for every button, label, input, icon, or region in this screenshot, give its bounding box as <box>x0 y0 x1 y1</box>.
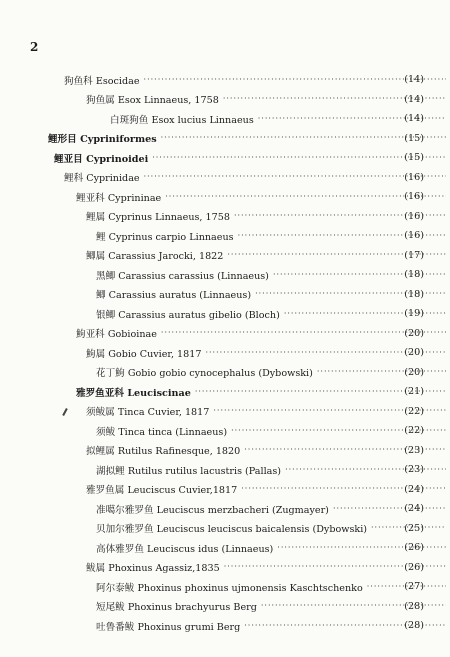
toc-title: 鮈亚科 Gobioinae <box>76 329 157 341</box>
toc-entry <box>0 382 450 402</box>
toc-entry <box>0 226 450 246</box>
toc-entry <box>0 402 450 422</box>
toc-entry <box>0 109 450 129</box>
toc-title: 吐鲁番鲅 Phoxinus grumi Berg <box>96 621 241 633</box>
toc-page-number: (28) <box>404 620 424 632</box>
toc-title: 白斑狗鱼 Esox lucius Linnaeus <box>110 114 254 126</box>
toc-page-number: (27) <box>404 581 424 593</box>
toc-title: 鲤亚目 Cyprinoidei <box>54 153 149 165</box>
toc-entry <box>0 343 450 363</box>
toc-entry <box>0 129 450 149</box>
toc-page-number: (20) <box>404 347 424 359</box>
toc-title: 贝加尔雅罗鱼 Leuciscus leuciscus baicalensis (Dybowski) <box>96 524 367 536</box>
toc-title: 短尾鲅 Phoxinus brachyurus Berg <box>96 602 257 614</box>
toc-title: 鲤形目 Cypriniformes <box>48 134 157 146</box>
toc-title: 黑鲫 Carassius carassius (Linnaeus) <box>96 270 269 282</box>
toc-title: 鲅属 Phoxinus Agassiz,1835 <box>86 563 220 575</box>
toc-page-number: (25) <box>404 522 424 534</box>
toc-entry <box>0 597 450 617</box>
toc-entry <box>0 207 450 227</box>
toc-entry <box>0 616 450 636</box>
toc-page-number: (24) <box>404 503 424 515</box>
toc-page-number: (22) <box>404 425 424 437</box>
toc-entry <box>0 246 450 266</box>
dot-leader <box>161 327 446 337</box>
toc-page-number: (14) <box>404 74 424 86</box>
toc-page-number: (20) <box>404 366 424 378</box>
toc-entry <box>0 148 450 168</box>
toc-page-number: (26) <box>404 561 424 573</box>
toc-title: 狗鱼科 Esocidae <box>64 75 140 87</box>
toc-page-number: (14) <box>404 113 424 125</box>
toc-entry <box>0 460 450 480</box>
toc-entry <box>0 324 450 344</box>
toc-title: 须鲅 Tinca tinca (Linnaeus) <box>96 426 228 438</box>
toc-entry <box>0 519 450 539</box>
toc-entry <box>0 70 450 90</box>
toc-page-number: (23) <box>404 464 424 476</box>
toc-page-number: (20) <box>404 327 424 339</box>
toc-entry <box>0 187 450 207</box>
toc-page-number: (16) <box>404 230 424 242</box>
toc-entry <box>0 90 450 110</box>
toc-page-number: (26) <box>404 542 424 554</box>
toc-entry <box>0 304 450 324</box>
toc-title: 湖拟鲤 Rutilus rutilus lacustris (Pallas) <box>96 465 282 477</box>
toc-entry <box>0 558 450 578</box>
toc-page-number: (24) <box>404 483 424 495</box>
toc-page-number: (16) <box>404 171 424 183</box>
toc-entry <box>0 421 450 441</box>
toc-title: 鮈属 Gobio Cuvier, 1817 <box>86 348 202 360</box>
toc-page-number: (17) <box>404 249 424 261</box>
table-of-contents <box>0 70 450 636</box>
toc-title: 鲫 Carassius auratus (Linnaeus) <box>96 290 252 302</box>
toc-title: 狗鱼属 Esox Linnaeus, 1758 <box>86 95 219 107</box>
dot-leader <box>333 503 446 513</box>
toc-entry <box>0 265 450 285</box>
toc-title: 拟鲤属 Rutilus Rafinesque, 1820 <box>86 446 241 458</box>
toc-title: 鲫属 Carassius Jarocki, 1822 <box>86 251 224 263</box>
toc-page-number: (19) <box>404 308 424 320</box>
toc-entry <box>0 168 450 188</box>
toc-page-number: (18) <box>404 288 424 300</box>
toc-title: 鲤亚科 Cyprininae <box>76 192 162 204</box>
toc-page-number: (28) <box>404 600 424 612</box>
page-number: 2 <box>30 40 39 54</box>
toc-title: 雅罗鱼亚科 Leuciscinae <box>76 387 191 399</box>
toc-page-number: (16) <box>404 210 424 222</box>
toc-entry <box>0 480 450 500</box>
toc-entry <box>0 441 450 461</box>
toc-page-number: (23) <box>404 444 424 456</box>
toc-page-number: (22) <box>404 405 424 417</box>
toc-title: 银鲫 Carassius auratus gibelio (Bloch) <box>96 309 280 321</box>
toc-entry <box>0 363 450 383</box>
toc-title: 准噶尔雅罗鱼 Leuciscus merzbacheri (Zugmayer) <box>96 504 329 516</box>
toc-title: 阿尔泰鲅 Phoxinus phoxinus ujmonensis Kaschtschenko <box>96 582 363 594</box>
toc-title: 花丁鮈 Gobio gobio cynocephalus (Dybowski) <box>96 368 313 380</box>
toc-page-number: (18) <box>404 269 424 281</box>
toc-page-number: (16) <box>404 191 424 203</box>
toc-entry <box>0 538 450 558</box>
dot-leader <box>152 152 446 162</box>
toc-entry <box>0 577 450 597</box>
toc-page-number: (14) <box>404 93 424 105</box>
toc-title: 鲤属 Cyprinus Linnaeus, 1758 <box>86 212 230 224</box>
toc-entry <box>0 285 450 305</box>
toc-title: 雅罗鱼属 Leuciscus Cuvier,1817 <box>86 485 238 497</box>
dot-leader <box>144 171 446 181</box>
toc-page-number: (15) <box>404 132 424 144</box>
toc-entry <box>0 499 450 519</box>
toc-title: 鲤科 Cyprinidae <box>64 173 140 185</box>
toc-page-number: (21) <box>404 386 424 398</box>
toc-title: 高体雅罗鱼 Leuciscus idus (Linnaeus) <box>96 543 274 555</box>
toc-title: 须鲅属 Tinca Cuvier, 1817 <box>86 407 210 419</box>
dot-leader <box>317 366 446 376</box>
toc-title: 鲤 Cyprinus carpio Linnaeus <box>96 231 234 243</box>
dot-leader <box>161 132 446 142</box>
dot-leader <box>144 74 446 84</box>
toc-page-number: (15) <box>404 152 424 164</box>
